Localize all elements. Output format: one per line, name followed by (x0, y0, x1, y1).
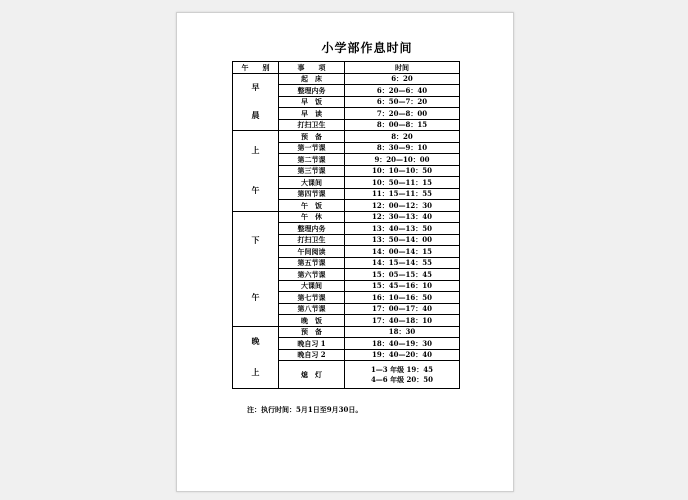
time-cell: 9：20—10：00 (345, 154, 460, 166)
period-label-bottom: 午 (251, 291, 260, 302)
time-cell: 6：20—6：40 (345, 85, 460, 97)
item-cell: 打扫卫生 (279, 234, 345, 246)
time-cell: 12：30—13：40 (345, 211, 460, 223)
document-page (176, 12, 514, 492)
item-cell: 晚自习 1 (279, 338, 345, 350)
item-cell: 第六节课 (279, 269, 345, 281)
item-cell: 晚 饭 (279, 315, 345, 327)
item-cell: 第五节课 (279, 257, 345, 269)
period-label-top: 上 (251, 145, 260, 156)
period-label-bottom: 午 (251, 185, 260, 196)
item-cell: 第八节课 (279, 303, 345, 315)
time-line-1: 1—3 年级 19：45 (370, 364, 434, 374)
period-cell (233, 131, 279, 212)
time-cell (345, 361, 460, 389)
time-cell: 10：10—10：50 (345, 165, 460, 177)
page-title: 小学部作息时间 (321, 41, 413, 55)
item-cell: 早 读 (279, 108, 345, 120)
time-cell: 11：15—11：55 (345, 188, 460, 200)
table-row (233, 73, 460, 85)
period-label-top: 早 (251, 82, 260, 93)
time-cell: 19：40—20：40 (345, 349, 460, 361)
item-cell: 晚自习 2 (279, 349, 345, 361)
footnote: 注：执行时间：5月1日至9月30日。 (247, 405, 363, 414)
time-cell: 13：50—14：00 (345, 234, 460, 246)
header-period: 午 别 (233, 62, 279, 74)
header-item: 事 项 (279, 62, 345, 74)
time-cell: 18：30 (345, 326, 460, 338)
time-cell: 16：10—16：50 (345, 292, 460, 304)
period-cell (233, 326, 279, 389)
item-cell: 第七节课 (279, 292, 345, 304)
time-cell: 6：50—7：20 (345, 96, 460, 108)
table-row (233, 211, 460, 223)
period-cell (233, 211, 279, 326)
time-cell: 15：45—16：10 (345, 280, 460, 292)
time-cell: 8：00—8：15 (345, 119, 460, 131)
period-cell (233, 73, 279, 131)
period-label-bottom: 上 (251, 367, 260, 378)
time-cell: 13：40—13：50 (345, 223, 460, 235)
time-cell: 18：40—19：30 (345, 338, 460, 350)
header-time: 时间 (345, 62, 460, 74)
item-cell: 起 床 (279, 73, 345, 85)
time-cell: 8：30—9：10 (345, 142, 460, 154)
item-cell: 整理内务 (279, 85, 345, 97)
time-cell: 6：20 (345, 73, 460, 85)
time-cell: 10：50—11：15 (345, 177, 460, 189)
period-label-top: 晚 (251, 336, 260, 347)
time-line-2: 4—6 年级 20：50 (370, 374, 434, 384)
item-cell: 第二节课 (279, 154, 345, 166)
item-cell: 第四节课 (279, 188, 345, 200)
item-cell: 大课间 (279, 280, 345, 292)
item-cell: 午 休 (279, 211, 345, 223)
time-cell: 17：40—18：10 (345, 315, 460, 327)
item-cell: 午 饭 (279, 200, 345, 212)
item-cell: 第三节课 (279, 165, 345, 177)
item-cell: 预 备 (279, 326, 345, 338)
item-cell: 打扫卫生 (279, 119, 345, 131)
table-header-row (233, 62, 460, 74)
period-label-top: 下 (251, 234, 260, 245)
item-cell: 整理内务 (279, 223, 345, 235)
time-cell: 15：05—15：45 (345, 269, 460, 281)
time-cell: 14：15—14：55 (345, 257, 460, 269)
period-label-bottom: 晨 (251, 110, 260, 121)
item-cell: 熄 灯 (279, 361, 345, 389)
item-cell: 大课间 (279, 177, 345, 189)
item-cell: 午间阅读 (279, 246, 345, 258)
item-cell: 早 饭 (279, 96, 345, 108)
table-row (233, 131, 460, 143)
table-row (233, 326, 460, 338)
time-cell: 8：20 (345, 131, 460, 143)
item-cell: 第一节课 (279, 142, 345, 154)
time-cell: 17：00—17：40 (345, 303, 460, 315)
time-cell: 12：00—12：30 (345, 200, 460, 212)
schedule-table (232, 61, 460, 389)
time-cell: 7：20—8：00 (345, 108, 460, 120)
time-cell: 14：00—14：15 (345, 246, 460, 258)
item-cell: 预 备 (279, 131, 345, 143)
